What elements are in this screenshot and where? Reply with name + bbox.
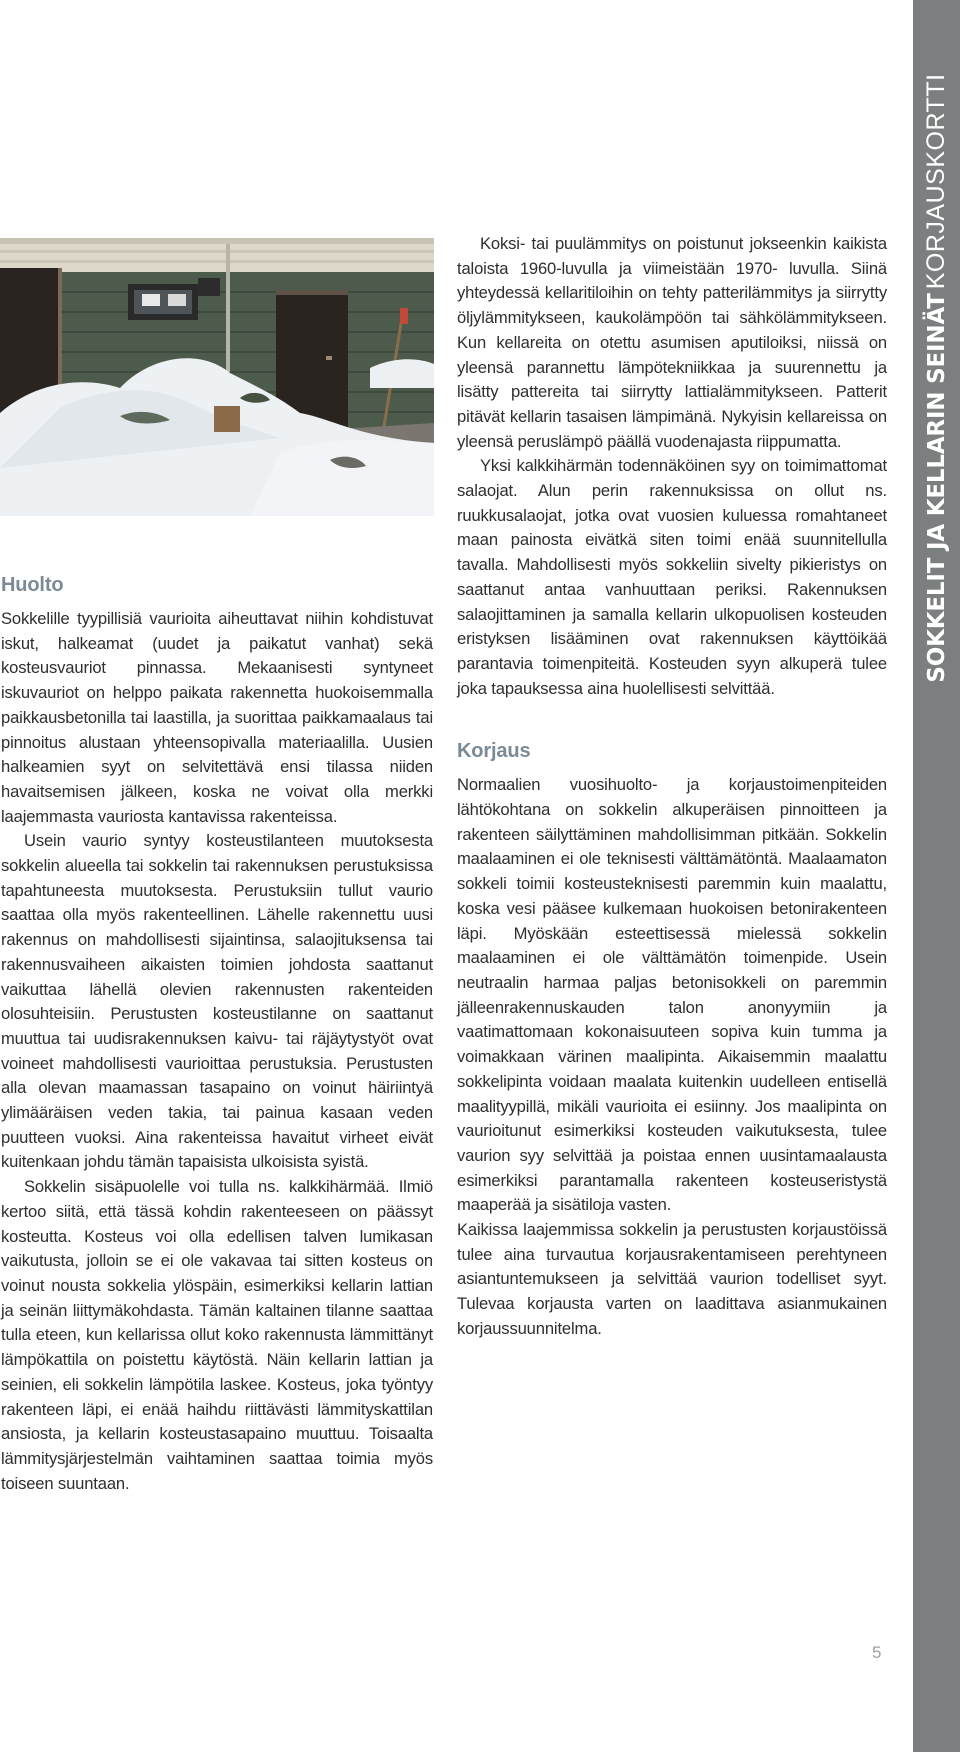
paragraph: Normaalien vuosihuolto- ja korjaustoimenpiteiden lähtökohtana on sokkelin alkuperäisen pinnoitteen ja rakenteen säilyttäminen mahdollisimman pitkään. Sokkelin maalaaminen ei ole teknisesti välttämätöntä. Maalaamaton sokkeli toimii kosteusteknisesti paremmin kuin maalattu, koska vesi pääsee kulkemaan huokoisen betonirakenteen läpi. Myöskään esteettisessä mielessä sokkelin maalaaminen ei ole välttämätön toimenpide. Usein neutraalin harmaa paljas betonisokkeli on paremmin jälleenrakennuskauden talon anonyymiin ja vaatimattomaan kokonaisuuteen sopiva kuin tumma ja voimakkaan värinen maalipinta. Aikaisemmin maalattu sokkelipinta voidaan maalata kuitenkin uudelleen entisellä maalityypillä, mikäli vaurioita ei esiinny. Jos maalipinta on vaurioitunut esimerkiksi kosteuden vaikutuksesta, tulee vaurion syy selvittää ja poistaa ennen uusintamaalausta esimerkiksi parantamalla rakenteen kosteuseristystä maaperää ja sisätiloja vasten. [457, 775, 887, 1215]
paragraph: Koksi- tai puulämmitys on poistunut jokseenkin kaikista taloista 1960-luvulla ja viimeistään 1970- luvulla. Siinä yhteydessä kellaritiloihin on tehty patterilämmitys ja siirrytty öljylämmitykseen, kaukolämpöön tai sähkölämmitykseen. Kun kellareita on otettu asumisen aputiloiksi, niissä on yleensä parannettu lämpötekniikkaa ja suurennettu ja lisätty pattereita tai siirrytty lattialämmitykseen. Patterit pitävät kellarin tasaisen lämpimänä. Nykyisin kellareissa on yleensä peruslämpö päällä vuodenajasta riippumatta. [457, 234, 887, 451]
page-number: 5 [872, 1643, 882, 1662]
left-column [1, 573, 433, 1496]
sidebar-title-bold: SOKKELIT JA KELLARIN SEINÄT [924, 293, 950, 683]
sidebar-title-light: KORJAUSKORTTI [922, 73, 950, 290]
section-heading-korjaus: Korjaus [457, 740, 531, 763]
section-heading-huolto: Huolto [1, 574, 64, 596]
paragraph: Yksi kalkkihärmän todennäköinen syy on toimimattomat salaojat. Alun perin rakennuksissa on ollut ns. ruukkusalaojat, jotka ovat vuosien kuluessa romahtaneet maan painosta eivätkä siten toimi enää suunnitellulla tavalla. Mahdollisesti myös sokkeliin sivelty pikieristys on saattanut antaa vanhuuttaan periksi. Rakennuksen salaojittaminen ja samalla kellarin ulkopuolisen kosteuden eristyksen lisääminen ovat rakennuksen käyttöikää parantavia toimenpiteitä. Kosteuden syyn alkuperä tulee joka tapauksessa aina huolellisesti selvittää. [457, 456, 887, 698]
paragraph: Sokkelille tyypillisiä vaurioita aiheuttavat niihin kohdistuvat iskut, halkeamat (uudet ja paikatut vanhat) sekä kosteusvauriot pinnassa. Mekaanisesti syntyneet iskuvauriot on helppo paikata rakennetta huokoisemmalla paikkausbetonilla tai laastilla, ja suorittaa paikkamaalaus tai pinnoitus alustaan yhteensopivalla materiaalilla. Uusien halkeamien syyt on selvitettävä ensi tilassa niiden havaitsemisen jälkeen, koska ne voivat olla merkki laajemmasta vauriosta kantavissa rakenteissa. [1, 609, 433, 826]
sidebar-title [916, 0, 956, 758]
house-photo [0, 238, 434, 516]
paragraph: Usein vaurio syntyy kosteustilanteen muutoksesta sokkelin alueella tai sokkelin tai rakennuksen perustuksissa tapahtuneesta muutoksesta. Perustuksiin tullut vaurio saattaa olla myös rakenteellinen. Lähelle rakennettu uusi rakennus on mahdollisesti sijaintinsa, salaojituksensa tai rakennusvaiheen aikaisten toimien johdosta saattanut vaikuttaa lähellä olevien rakennusten rakenteiden olosuhteisiin. Perustusten kosteustilanne on saattanut muuttua tai uudisrakennuksen kaivu- tai räjäytystyöt ovat voineet mahdollisesti vaurioittaa perustuksia. Perustusten alla olevan maamassan tasapaino on voinut häiriintyä ylimääräisen veden takia, tai painua kasaan veden puutteen vuoksi. Aina rakenteissa havaitut virheet eivät kuitenkaan johdu tämän tapaisista ulkoisista syistä. [1, 831, 433, 1172]
paragraph: Kaikissa laajemmissa sokkelin ja perustusten korjaustöissä tulee aina turvautua korjausrakentamiseen perehtyneen asiantuntemukseen ja selvittää vaurion todelliset syyt. Tulevaa korjausta varten on laadittava asianmukainen korjaussuunnitelma. [457, 1220, 887, 1338]
paragraph: Sokkelin sisäpuolelle voi tulla ns. kalkkihärmää. Ilmiö kertoo siitä, että tässä kohdin rakenteeseen on päässyt kosteutta. Kosteus voi olla edellisen talven lumikasan vaikutusta, jolloin se ei ole vakavaa tai sitten kosteus on voinut nousta sokkelia ylöspäin, esimerkiksi kellarin lattian ja seinän liittymäkohdasta. Tämän kaltainen tilanne saattaa tulla eteen, kun kellarissa ollut koko rakennusta lämmittänyt lämpökattila on poistettu käytöstä. Näin kellarin lattian ja seinien, eli sokkelin lämpötila laskee. Kosteus, joka työntyy rakenteen läpi, ei enää haihdu riittävästi lämmityskattilan ansiosta, ja kellarin kosteustasapaino muuttuu. Toisaalta lämmitysjärjestelmän vaihtaminen saattaa toimia myös toiseen suuntaan. [1, 1177, 433, 1493]
right-column [457, 232, 887, 1342]
